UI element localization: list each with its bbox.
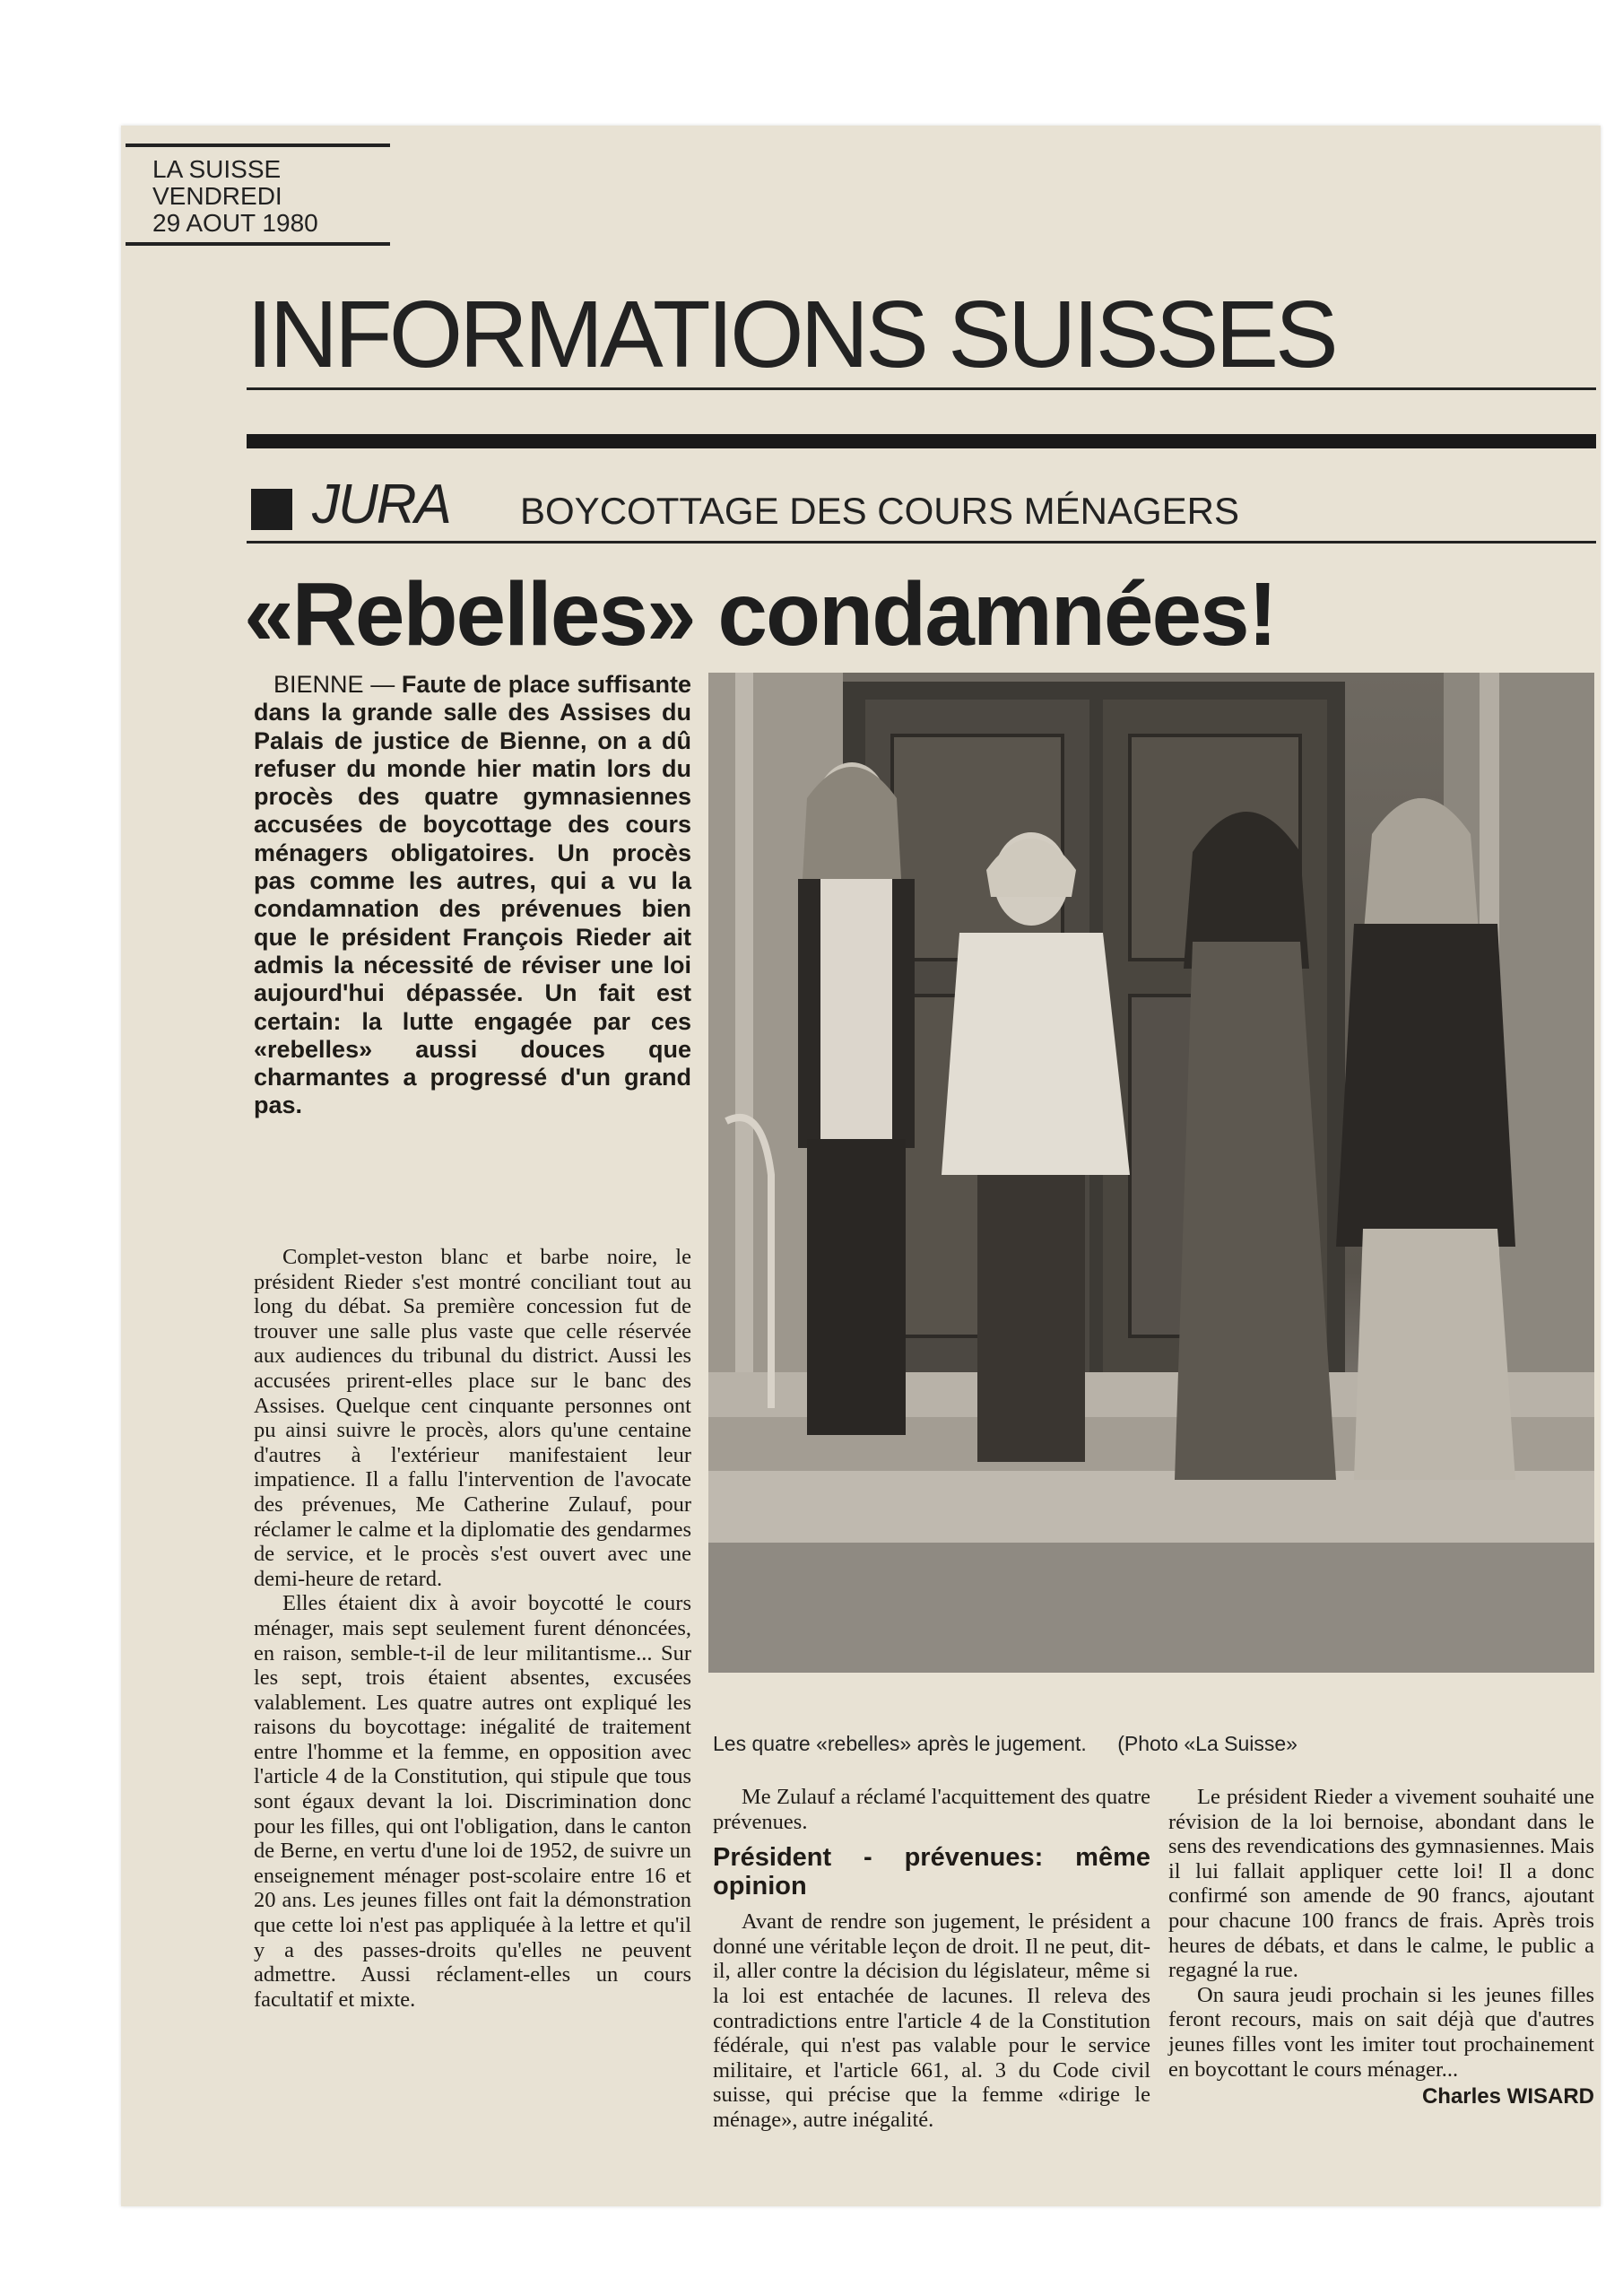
column-3-paragraph: On saura jeudi prochain si les jeunes filles feront recours, mais on sait déjà que d'autres jeunes filles vont les imiter tout prochainement en boycottant le cours ménager... <box>1168 1982 1594 2082</box>
column-2-paragraph: Me Zulauf a réclamé l'acquittement des quatre prévenues. <box>713 1785 1150 1834</box>
headline: «Rebelles» condamnées! <box>244 564 1276 665</box>
masthead-day: VENDREDI <box>152 182 282 210</box>
section-title: INFORMATIONS SUISSES <box>247 282 1335 387</box>
byline: Charles WISARD <box>1421 2084 1594 2109</box>
masthead-date: 29 AOUT 1980 <box>152 209 318 237</box>
masthead <box>126 144 390 246</box>
kicker-topic: BOYCOTTAGE DES COURS MÉNAGERS <box>520 490 1239 532</box>
column-1-paragraph: Complet-veston blanc et barbe noire, le président Rieder s'est montré conciliant tout au long du débat. Sa première concession fut de trouver une salle plus vaste que celle réservée aux audiences du tribunal du district. Aussi les accusées prirent-elles place sur le banc des Assises. Quelque cent cinquante personnes ont pu ainsi suivre le procès, alors qu'une centaine d'autres à l'extérieur manifestaient leur impatience. Il a fallu l'intervention de l'avocate des prévenues, Me Catherine Zulauf, pour réclamer le calme et la diplomatie des gendarmes de service, et le procès s'est ouvert avec une demi-heure de retard. <box>254 1245 691 1591</box>
kicker-square-icon <box>251 489 292 530</box>
photo-caption <box>713 1731 1601 1756</box>
column-1 <box>254 1245 691 2012</box>
dateline: BIENNE — <box>273 671 395 698</box>
column-2 <box>713 1785 1150 2133</box>
column-2-paragraph: Avant de rendre son jugement, le président a donné une véritable leçon de droit. Il ne peut, dit-il, aller contre la décision du législateur, même si la loi est entachée de lacunes. Il releva des contradictions entre l'article 4 de la Constitution fédérale, qui n'est pas valable pour le service militaire, et l'article 661, al. 3 du Code civil suisse, qui précise que la femme «dirige le ménage», autre inégalité. <box>713 1909 1150 2132</box>
column-3 <box>1168 1785 1594 2110</box>
kicker-top-rule <box>247 434 1596 448</box>
masthead-paper: LA SUISSE <box>152 155 282 183</box>
photo-credit: (Photo «La Suisse» <box>1117 1732 1298 1755</box>
kicker-region: JURA <box>312 474 450 535</box>
lead-paragraph <box>254 671 691 1120</box>
photo-illustration <box>708 673 1594 1673</box>
article-photo <box>708 673 1594 1673</box>
caption-text: Les quatre «rebelles» après le jugement. <box>713 1732 1087 1755</box>
subheading: Président - prévenues: même opinion <box>713 1843 1150 1901</box>
kicker-bottom-rule <box>247 541 1596 544</box>
column-1-paragraph: Elles étaient dix à avoir boycotté le cours ménager, mais sept seulement furent dénoncées, en raison, semble-t-il de leur militantisme... Sur les sept, trois étaient absentes, excusées valablement. Les quatre autres ont expliqué les raisons du boycottage: inégalité de traitement entre l'homme et la femme, en opposition avec l'article 4 de la Constitution, qui stipule que tous sont égaux devant la loi. Discrimination donc pour les filles, qui ont l'obligation, dans le canton de Berne, en vertu d'une loi de 1952, de suivre un enseignement ménager post-scolaire entre 16 et 20 ans. Les jeunes filles ont fait la démonstration que cette loi n'est pas appliquée à la lettre et qu'il y a des passes-droits qu'elles ne peuvent admettre. Aussi réclament-elles un cours facultatif et mixte. <box>254 1591 691 2012</box>
section-rule <box>247 387 1596 390</box>
column-3-paragraph: Le président Rieder a vivement souhaité une révision de la loi bernoise, abondant dans le sens des revendications des gymnasiennes. Mais il lui fallait appliquer cette loi! Il a donc confirmé son amende de 90 francs, ajoutant pour chacune 100 francs de frais. Après trois heures de débats, et dans le calme, le public a regagné la rue. <box>1168 1785 1594 1983</box>
lead-text: Faute de place suffisante dans la grande salle des Assises du Palais de justice de Bienne, on a dû refuser du monde hier matin lors du procès des quatre gymnasiennes accusées de boycottage des cours ménagers obligatoires. Un procès pas comme les autres, qui a vu la condamnation des prévenues bien que le président François Rieder ait admis la nécessité de réviser une loi aujourd'hui dépassée. Un fait est certain: la lutte engagée par ces «rebelles» aussi douces que charmantes a progressé d'un grand pas. <box>254 671 691 1119</box>
